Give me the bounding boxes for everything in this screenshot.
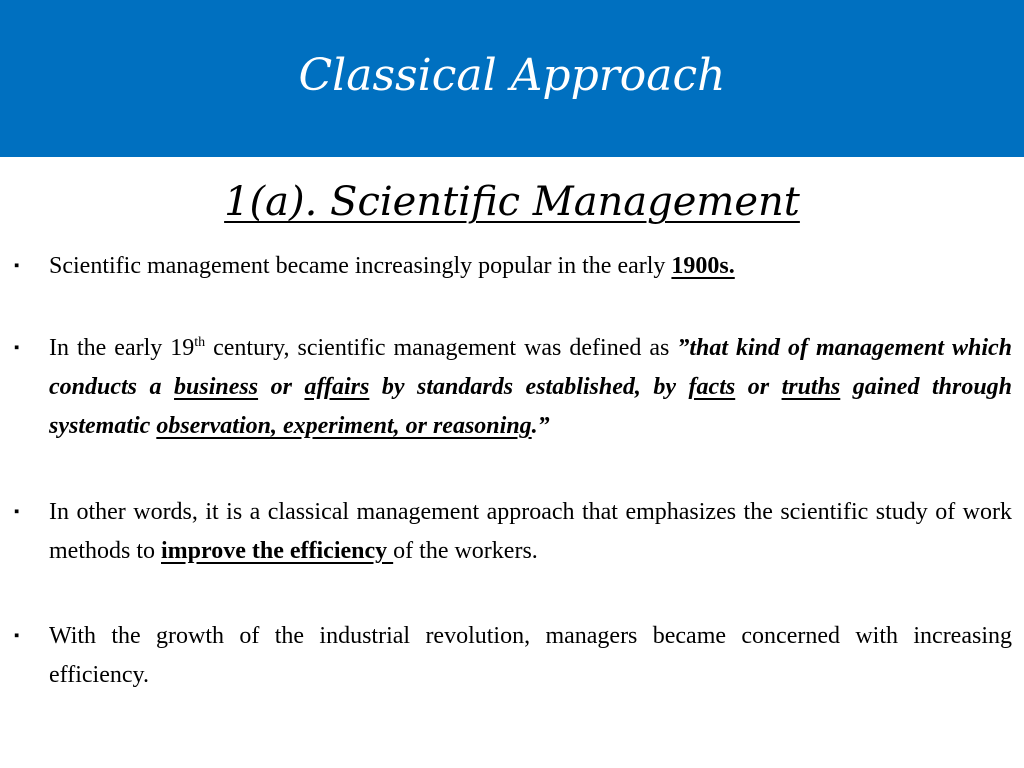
quote-underlined: business xyxy=(174,374,259,400)
square-bullet-icon: ▪ xyxy=(14,340,20,356)
square-bullet-icon: ▪ xyxy=(14,258,20,274)
bullet-text: In the early 19 xyxy=(49,335,195,361)
square-bullet-icon: ▪ xyxy=(14,628,20,644)
quote-underlined: truths xyxy=(781,374,841,400)
bullet-text: century, scientific management was defined as xyxy=(205,335,678,361)
slide-title: Classical Approach xyxy=(298,50,726,101)
bullet-item xyxy=(14,493,1012,571)
quote-underlined: affairs xyxy=(304,374,370,400)
quote-text: by standards established, by xyxy=(369,374,689,400)
superscript: th xyxy=(194,335,206,350)
bullet-item xyxy=(14,329,1012,446)
bullet-list xyxy=(14,247,1012,695)
bullet-item xyxy=(14,247,1012,286)
bullet-text: of the workers. xyxy=(393,538,538,564)
quote-underlined: observation, experiment, or reasoning xyxy=(156,413,532,439)
slide-subtitle xyxy=(0,174,1024,230)
bullet-text: Scientific management became increasingly popular in the early xyxy=(49,253,672,279)
bullet-item xyxy=(14,617,1012,695)
slide-subtitle-text: 1(a). Scientific Management xyxy=(224,179,800,225)
square-bullet-icon: ▪ xyxy=(14,504,20,520)
quote-text: or xyxy=(735,374,782,400)
bullet-emphasis: improve the efficiency xyxy=(161,538,394,564)
quote-text: or xyxy=(258,374,305,400)
quote-text: ”that kind of management which conducts a xyxy=(49,335,1013,400)
title-banner xyxy=(0,0,1024,157)
bullet-text: In other words, it is a classical management approach that emphasizes the scientific study of work methods to xyxy=(49,499,1012,564)
quote-underlined: facts xyxy=(688,374,736,400)
bullet-text: With the growth of the industrial revolution, managers became concerned with increasing efficiency. xyxy=(49,623,1012,688)
quote-text: .” xyxy=(531,413,550,439)
quote-text: gained through systematic xyxy=(49,374,1013,439)
bullet-emphasis: 1900s. xyxy=(671,253,735,279)
